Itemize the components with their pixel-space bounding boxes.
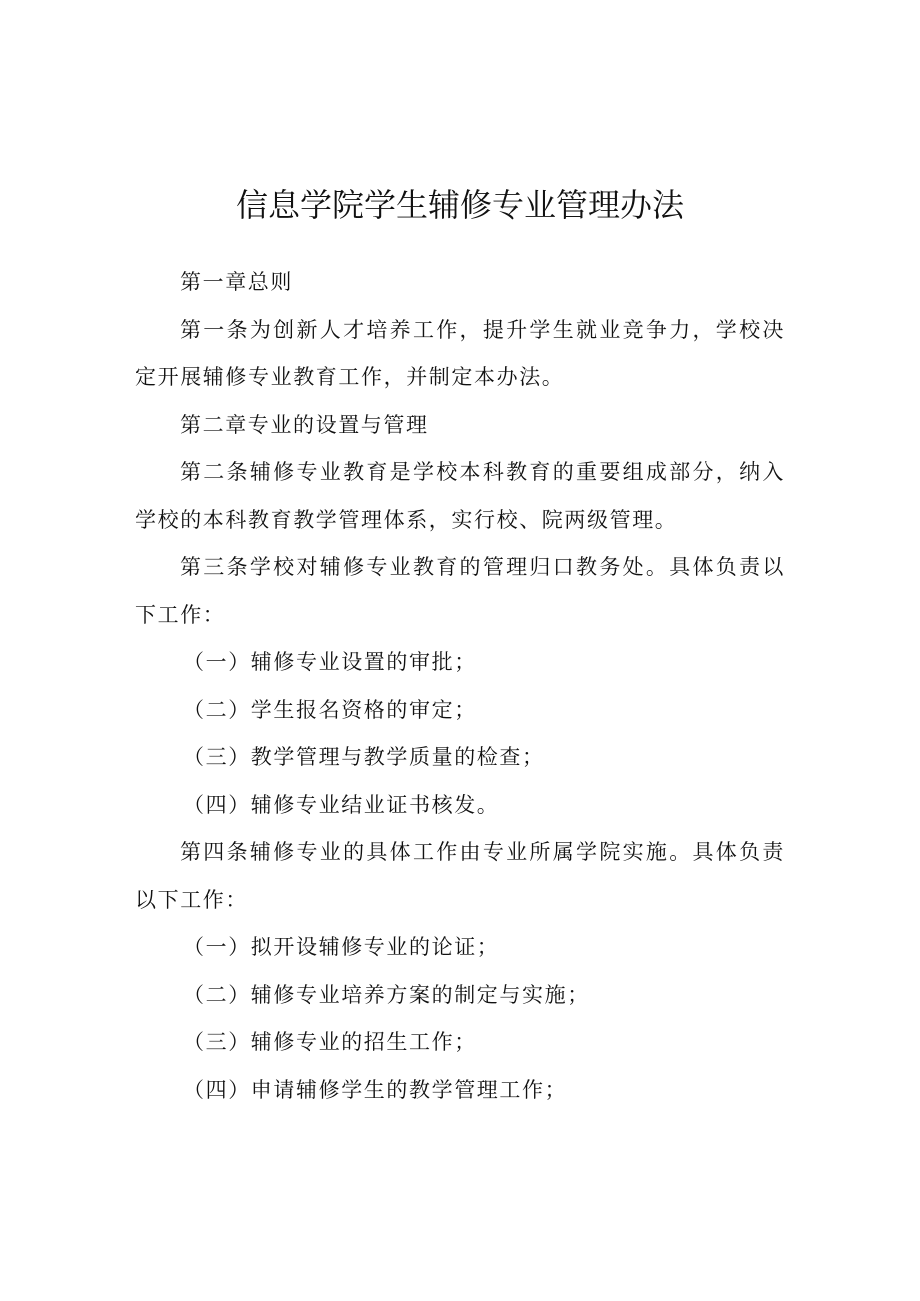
document-body xyxy=(135,259,785,1114)
article-3-item-4: （四）辅修专业结业证书核发。 xyxy=(183,792,500,817)
chapter-heading-1: 第一章总则 xyxy=(180,270,293,294)
article-4-item-2: （二）辅修专业培养方案的制定与实施； xyxy=(183,982,590,1007)
article-4: 第四条辅修专业的具体工作由专业所属学院实施。具体负责以下工作： xyxy=(135,840,785,912)
article-3-item-2: （二）学生报名资格的审定； xyxy=(183,697,477,722)
article-2: 第二条辅修专业教育是学校本科教育的重要组成部分，纳入学校的本科教育教学管理体系，实行校、院两级管理。 xyxy=(135,460,785,532)
article-4-item-3: （三）辅修专业的招生工作； xyxy=(183,1030,477,1054)
article-1: 第一条为创新人才培养工作，提升学生就业竞争力，学校决定开展辅修专业教育工作，并制定本办法。 xyxy=(135,317,785,389)
article-3-item-1: （一）辅修专业设置的审批； xyxy=(183,650,477,674)
article-3: 第三条学校对辅修专业教育的管理归口教务处。具体负责以下工作： xyxy=(135,555,785,627)
article-4-item-4: （四）申请辅修学生的教学管理工作； xyxy=(183,1077,568,1102)
chapter-heading-2: 第二章专业的设置与管理 xyxy=(180,412,429,437)
document-title: 信息学院学生辅修专业管理办法 xyxy=(235,186,684,225)
article-4-item-1: （一）拟开设辅修专业的论证； xyxy=(183,935,500,959)
article-3-item-3: （三）教学管理与教学质量的检查； xyxy=(183,745,545,769)
